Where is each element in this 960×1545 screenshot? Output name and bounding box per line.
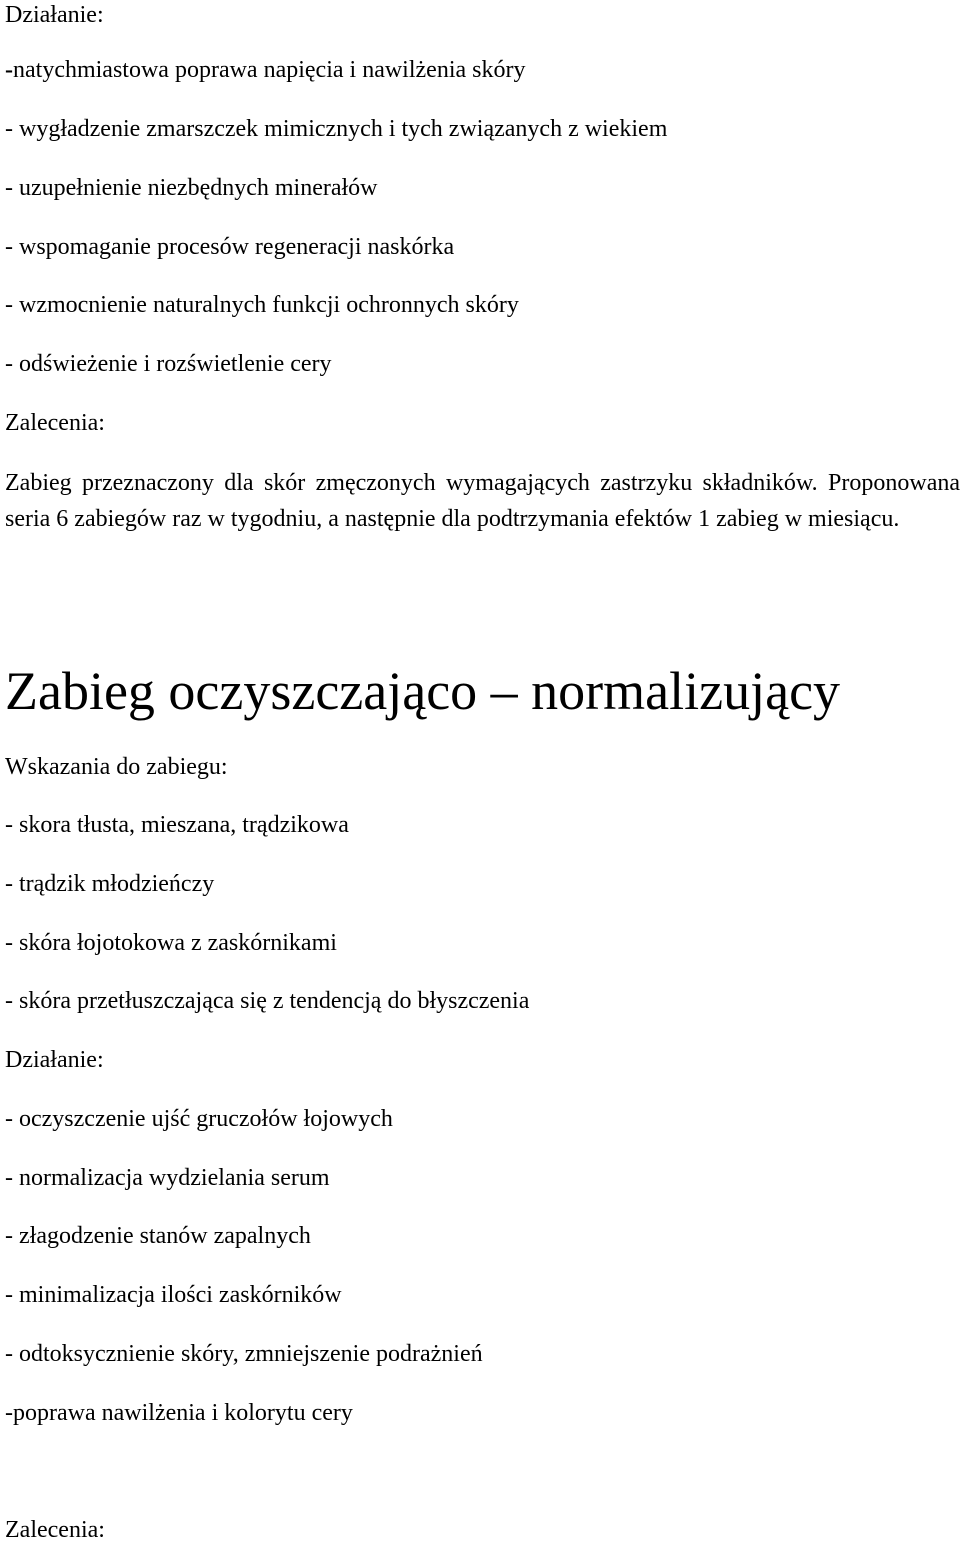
section2-wskazania-item-2: - trądzik młodzieńczy xyxy=(5,871,215,897)
section2-dzialanie-label: Działanie: xyxy=(5,1047,104,1073)
list-item-text: natychmiastowa poprawa napięcia i nawilżenia skóry xyxy=(13,57,526,83)
section1-dzialanie-item-3: - uzupełnienie niezbędnych minerałów xyxy=(5,175,378,201)
section2-title: Zabieg oczyszczająco – normalizujący xyxy=(5,661,841,721)
section2-zalecenia-label: Zalecenia: xyxy=(5,1517,105,1543)
section1-zalecenia-label: Zalecenia: xyxy=(5,410,105,436)
section2-dzialanie-item-3: - złagodzenie stanów zapalnych xyxy=(5,1223,311,1249)
section1-zalecenia-text: Zabieg przeznaczony dla skór zmęczonych wymagających zastrzyku składników. Proponowana seria 6 zabiegów raz w tygodniu, a następnie dla podtrzymania efektów 1 zabieg w miesiącu. xyxy=(5,470,960,532)
section1-dzialanie-item-4: - wspomaganie procesów regeneracji naskórka xyxy=(5,234,455,260)
section1-dzialanie-item-6: - odświeżenie i rozświetlenie cery xyxy=(5,351,332,377)
section2-dzialanie-item-6: -poprawa nawilżenia i kolorytu cery xyxy=(5,1400,353,1426)
section1-dzialanie-label: Działanie: xyxy=(5,2,104,28)
section2-wskazania-item-3: - skóra łojotokowa z zaskórnikami xyxy=(5,930,337,956)
section1-dzialanie-item-2: - wygładzenie zmarszczek mimicznych i tych związanych z wiekiem xyxy=(5,116,668,142)
dash-marker: - xyxy=(5,57,13,83)
section2-dzialanie-item-4: - minimalizacja ilości zaskórników xyxy=(5,1282,342,1308)
section2-wskazania-item-1: - skora tłusta, mieszana, trądzikowa xyxy=(5,812,349,838)
section2-dzialanie-item-2: - normalizacja wydzielania serum xyxy=(5,1165,330,1191)
section2-dzialanie-item-5: - odtoksycznienie skóry, zmniejszenie podrażnień xyxy=(5,1341,483,1367)
section1-dzialanie-item-5: - wzmocnienie naturalnych funkcji ochronnych skóry xyxy=(5,292,519,318)
section2-wskazania-label: Wskazania do zabiegu: xyxy=(5,754,228,780)
section2-dzialanie-item-1: - oczyszczenie ujść gruczołów łojowych xyxy=(5,1106,393,1132)
section2-wskazania-item-4: - skóra przetłuszczająca się z tendencją do błyszczenia xyxy=(5,988,530,1014)
section1-dzialanie-item-1 xyxy=(5,55,525,85)
